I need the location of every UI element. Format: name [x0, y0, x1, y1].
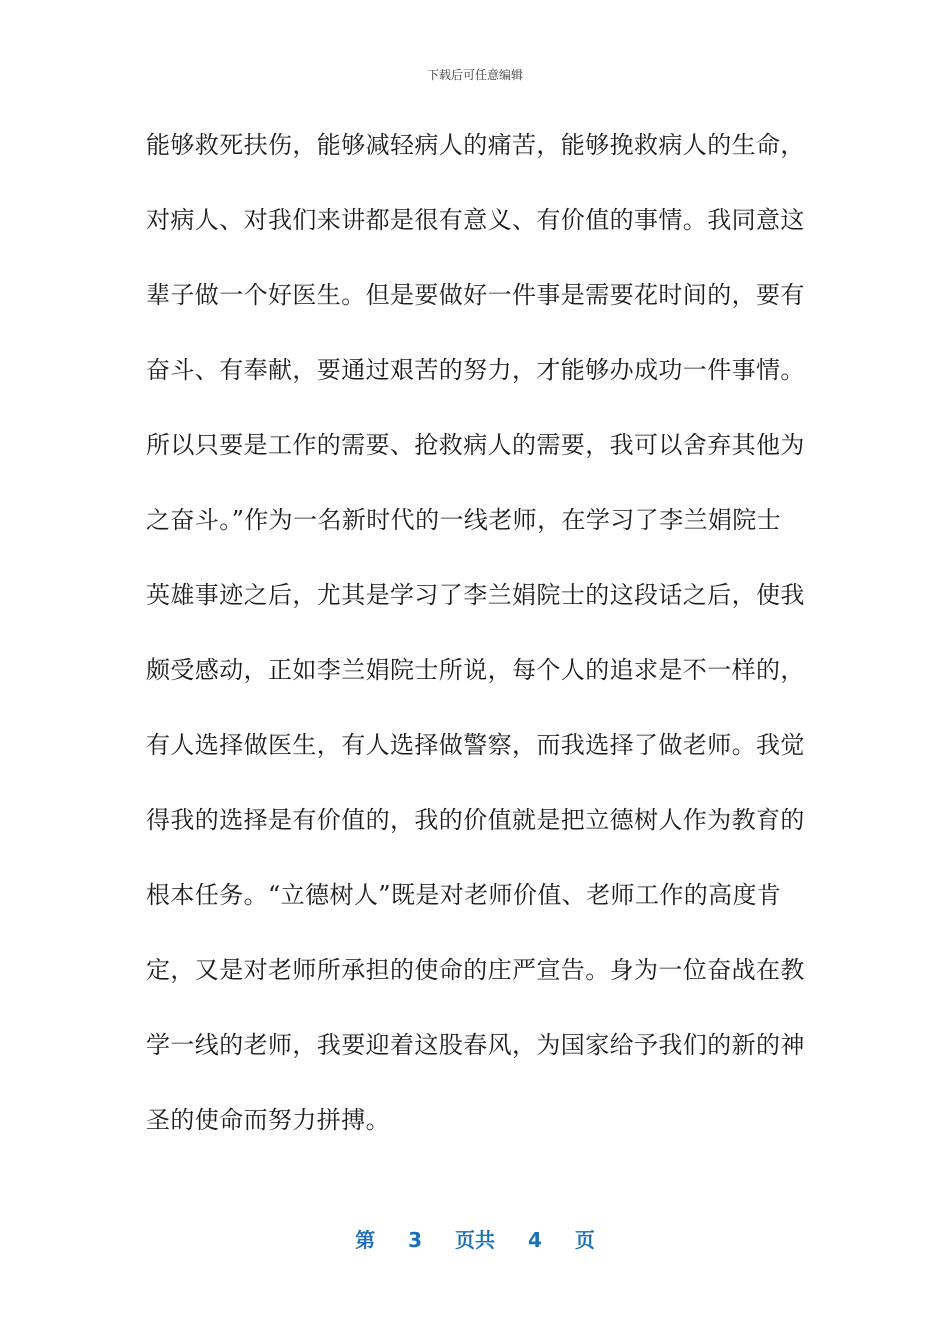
body-line: 有人选择做医生，有人选择做警察，而我选择了做老师。我觉 [146, 731, 805, 759]
page-footer [0, 1224, 950, 1253]
footer-prefix: 第 [355, 1228, 376, 1252]
body-line: 之奋斗。”作为一名新时代的一线老师，在学习了李兰娟院士 [146, 506, 782, 534]
total-pages-number: 4 [527, 1228, 542, 1252]
body-line: 能够救死扶伤，能够减轻病人的痛苦，能够挽救病人的生命， [146, 131, 805, 159]
body-line: 得我的选择是有价值的，我的价值就是把立德树人作为教育的 [146, 806, 805, 834]
body-line: 学一线的老师，我要迎着这股春风，为国家给予我们的新的神 [146, 1031, 805, 1059]
footer-middle: 页共 [455, 1228, 495, 1252]
body-line: 圣的使命而努力拼搏。 [146, 1106, 390, 1134]
body-line: 辈子做一个好医生。但是要做好一件事是需要花时间的，要有 [146, 281, 805, 309]
footer-suffix: 页 [574, 1228, 595, 1252]
body-line: 根本任务。“立德树人”既是对老师价值、老师工作的高度肯 [146, 881, 782, 909]
body-line: 奋斗、有奉献，要通过艰苦的努力，才能够办成功一件事情。 [146, 356, 805, 384]
current-page-number: 3 [408, 1228, 423, 1252]
document-body [146, 116, 806, 1166]
body-line: 对病人、对我们来讲都是很有意义、有价值的事情。我同意这 [146, 206, 805, 234]
body-line: 定，又是对老师所承担的使命的庄严宣告。身为一位奋战在教 [146, 956, 805, 984]
page-header: 下载后可任意编辑 [426, 68, 523, 82]
body-line: 所以只要是工作的需要、抢救病人的需要，我可以舍弃其他为 [146, 431, 805, 459]
body-line: 英雄事迹之后，尤其是学习了李兰娟院士的这段话之后，使我 [146, 581, 805, 609]
body-line: 颇受感动，正如李兰娟院士所说，每个人的追求是不一样的， [146, 656, 805, 684]
